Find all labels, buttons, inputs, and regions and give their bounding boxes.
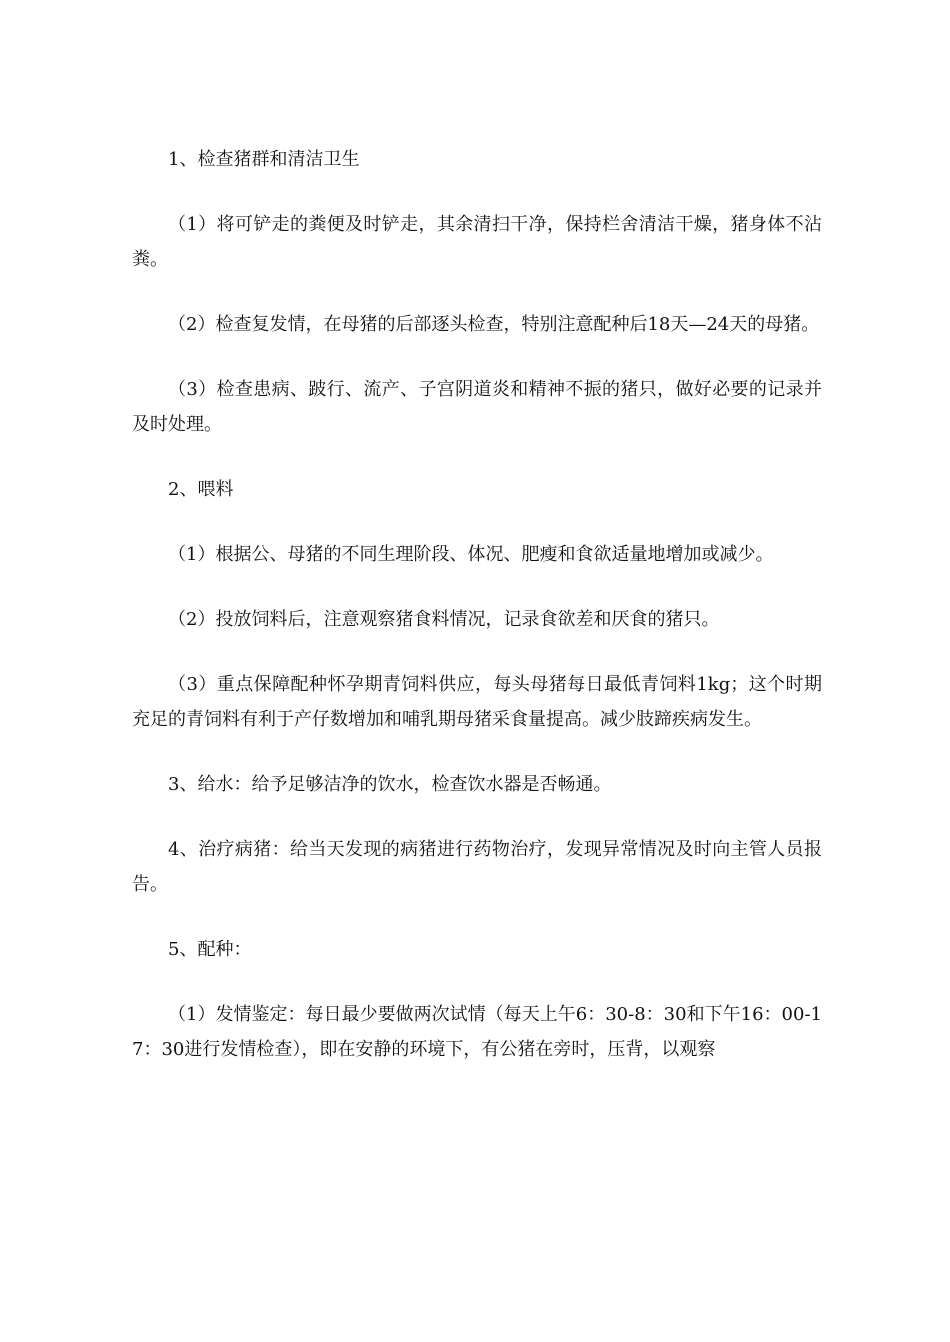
section-heading-inspection: 1、检查猪群和清洁卫生 (168, 149, 360, 170)
section-heading-watering: 3、给水：给予足够洁净的饮水，检查饮水器是否畅通。 (168, 774, 612, 795)
paragraph-cleaning: （1）将可铲走的粪便及时铲走，其余清扫干净，保持栏舍清洁干燥，猪身体不沾粪。 (132, 214, 822, 270)
section-heading-feeding: 2、喂料 (168, 479, 234, 500)
section-heading-breeding: 5、配种： (168, 939, 252, 960)
document-body (132, 142, 822, 1097)
paragraph-green-feed: （3）重点保障配种怀孕期青饲料供应，每头母猪每日最低青饲料1kg；这个时期充足的青饲料有利于产仔数增加和哺乳期母猪采食量提高。减少肢蹄疾病发生。 (132, 674, 822, 730)
section-heading-treatment: 4、治疗病猪：给当天发现的病猪进行药物治疗，发现异常情况及时向主管人员报告。 (132, 839, 822, 895)
paragraph-feeding-adjust: （1）根据公、母猪的不同生理阶段、体况、肥瘦和食欲适量地增加或减少。 (168, 544, 774, 565)
paragraph-disease-check: （3）检查患病、跛行、流产、子宫阴道炎和精神不振的猪只，做好必要的记录并及时处理。 (132, 379, 822, 435)
paragraph-feeding-observe: （2）投放饲料后，注意观察猪食料情况，记录食欲差和厌食的猪只。 (168, 609, 720, 630)
paragraph-estrus-recheck: （2）检查复发情，在母猪的后部逐头检查，特别注意配种后18天—24天的母猪。 (168, 314, 820, 335)
paragraph-estrus-detection: （1）发情鉴定：每日最少要做两次试情（每天上午6：30-8：30和下午16：00-17：30进行发情检查），即在安静的环境下，有公猪在旁时，压背，以观察 (132, 1004, 822, 1060)
